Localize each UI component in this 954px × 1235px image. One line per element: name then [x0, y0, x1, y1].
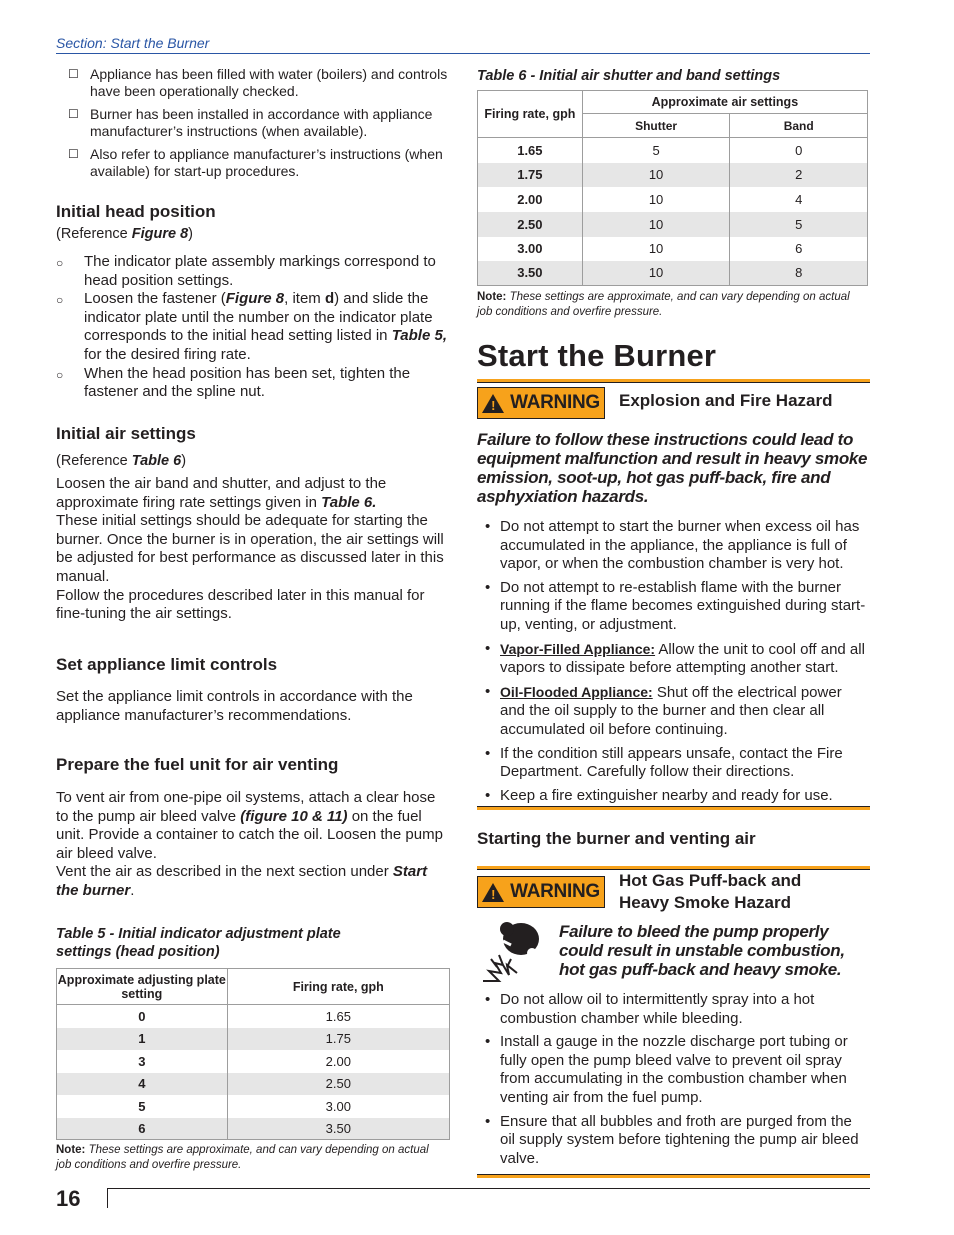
hazard-message: Failure to bleed the pump properly could result in unstable combustion, hot gas puff-back and heavy smoke.: [559, 922, 845, 979]
table6-note: Note: These settings are approximate, and can vary depending on actual job conditions and overfire pressure.: [477, 291, 850, 318]
list-item: • Install a gauge in the nozzle discharge port tubing or fully open the pump bleed valve to prevent oil spray from accumulating in the combustion chamber when venting air from the fuel pump.: [485, 1033, 848, 1106]
page-title: Start the Burner: [477, 338, 717, 373]
table-cell: 5: [582, 138, 730, 163]
table-cell: 2.50: [227, 1073, 449, 1095]
table-cell: 1: [57, 1028, 228, 1050]
hazard-rule: [477, 382, 870, 383]
list-item: • Keep a fire extinguisher nearby and ready for use.: [485, 786, 833, 804]
checklist: [56, 66, 456, 186]
table-cell: 5: [730, 212, 868, 237]
table5-header-rate: Firing rate, gph: [227, 969, 449, 1005]
table-cell: 3: [57, 1050, 228, 1073]
circle-bullet-icon: ○: [56, 367, 64, 382]
list-item: • Oil-Flooded Appliance: Shut off the electrical power and the oil supply to the burner and then clear all accumulated oil before continuing.: [485, 682, 842, 738]
table-cell: 2: [730, 163, 868, 187]
table5-note: Note: These settings are approximate, and can vary depending on actual job conditions and overfire pressure.: [56, 1144, 429, 1171]
footer-rule: [107, 1188, 108, 1208]
hazard-title: Hot Gas Puff-back and Heavy Smoke Hazard: [619, 871, 802, 912]
table-cell: 10: [582, 187, 730, 212]
table-cell: 1.65: [478, 138, 583, 163]
table6-header-band: Band: [730, 114, 868, 138]
fuel-unit-text: To vent air from one-pipe oil systems, attach a clear hose to the pump air bleed valve (figure 10 & 11) on the fuel unit. Provide a container to catch the oil. Loosen the pump air bleed valve. Vent the air as described in the next section under Start the burner.: [56, 789, 443, 899]
air-settings-text: Loosen the air band and shutter, and adjust to the approximate firing rate settings given in Table 6. These initial settings should be adequate for starting the burner. Once the burner is in operation, the air settings will be adjusted for best performance as discussed later in this manual. Follow the procedures described later in this manual for fine-tuning the air settings.: [56, 475, 444, 623]
table-cell: 4: [57, 1073, 228, 1095]
warning-triangle-icon: !: [482, 883, 504, 902]
table-cell: 2.50: [478, 212, 583, 237]
table-cell: 1.75: [478, 163, 583, 187]
limit-controls-text: Set the appliance limit controls in accordance with the appliance manufacturer’s recommendations.: [56, 688, 413, 724]
list-item: • If the condition still appears unsafe, contact the Fire Department. Carefully follow their directions.: [485, 744, 843, 781]
warning-badge: ! WARNING: [477, 387, 605, 419]
checklist-item: ☐ Appliance has been filled with water (boilers) and controls have been operationally checked.: [56, 66, 456, 100]
list-item: • Do not attempt to re-establish flame with the burner running if the flame becomes extinguished during start-up, venting, or adjustment.: [485, 578, 866, 633]
table6: [477, 90, 868, 286]
table-cell: 4: [730, 187, 868, 212]
head-steps: [56, 253, 456, 402]
heading-limit-controls: Set appliance limit controls: [56, 655, 278, 674]
table-cell: 3.50: [227, 1118, 449, 1140]
hazard-rule: [477, 807, 870, 810]
hazard-bullets: [477, 518, 870, 810]
table-cell: 3.00: [478, 237, 583, 261]
table5: [56, 968, 450, 1140]
table-cell: 2.00: [227, 1050, 449, 1073]
table-cell: 10: [582, 261, 730, 286]
puff-back-icon: [477, 915, 549, 987]
heading-initial-head: Initial head position: [56, 202, 216, 221]
table-cell: 1.65: [227, 1005, 449, 1028]
table-cell: 6: [57, 1118, 228, 1140]
table-cell: 10: [582, 212, 730, 237]
table-cell: 6: [730, 237, 868, 261]
footer-rule: [107, 1188, 870, 1189]
hazard-rule: [477, 1175, 870, 1178]
warning-badge: ! WARNING: [477, 876, 605, 908]
checklist-item: ☐ Also refer to appliance manufacturer’s instructions (when available) for start-up procedures.: [56, 146, 456, 180]
table-cell: 0: [730, 138, 868, 163]
list-item: ○ When the head position has been set, tighten the fastener and the spline nut.: [56, 364, 411, 401]
circle-bullet-icon: ○: [56, 293, 64, 308]
table-cell: 2.00: [478, 187, 583, 212]
hazard-title: Explosion and Fire Hazard: [619, 391, 833, 410]
list-item: ○ The indicator plate assembly markings correspond to head position settings.: [56, 253, 436, 289]
checklist-item: ☐ Burner has been installed in accordance with appliance manufacturer’s instructions (when available).: [56, 106, 456, 140]
list-item: • Vapor-Filled Appliance: Allow the unit to cool off and all vapors to dissipate before attempting another start.: [485, 639, 865, 677]
section-label: Section: Start the Burner: [56, 35, 210, 51]
reference-line: (Reference Figure 8): [56, 226, 194, 242]
heading-initial-air: Initial air settings: [56, 424, 196, 443]
table6-header-shutter: Shutter: [582, 114, 730, 138]
list-item: • Ensure that all bubbles and froth are purged from the oil supply system before tightening the pump air bleed valve.: [485, 1112, 859, 1167]
checkbox-icon: ☐: [68, 147, 79, 161]
table-cell: 10: [582, 237, 730, 261]
table-cell: 1.75: [227, 1028, 449, 1050]
table-cell: 3.00: [227, 1095, 449, 1118]
table-cell: 10: [582, 163, 730, 187]
table5-caption: Table 5 - Initial indicator adjustment plate settings (head position): [56, 926, 341, 960]
hazard-message: Failure to follow these instructions could lead to equipment malfunction and result in heavy smoke emission, soot-up, hot gas puff-back, fire and asphyxiation hazards.: [477, 430, 868, 506]
table-cell: 5: [57, 1095, 228, 1118]
table5-header-setting: Approximate adjusting plate setting: [57, 969, 228, 1005]
table-cell: 8: [730, 261, 868, 286]
circle-bullet-icon: ○: [56, 256, 64, 270]
checkbox-icon: ☐: [68, 107, 79, 121]
page-number: 16: [56, 1186, 81, 1211]
list-item: ○ Loosen the fastener (Figure 8, item d) and slide the indicator plate until the number on the indicator plate corresponds to the initial head setting listed in Table 5, for the desired firing rate.: [56, 290, 447, 363]
heading-starting-burner: Starting the burner and venting air: [477, 829, 756, 848]
list-item: • Do not allow oil to intermittently spray into a hot combustion chamber while bleeding.: [485, 991, 815, 1027]
table-cell: 3.50: [478, 261, 583, 286]
warning-triangle-icon: !: [482, 394, 504, 413]
table-cell: 0: [57, 1005, 228, 1028]
table6-header-rate: Firing rate, gph: [478, 91, 583, 138]
table6-caption: Table 6 - Initial air shutter and band settings: [477, 68, 781, 84]
checkbox-icon: ☐: [68, 67, 79, 81]
list-item: • Do not attempt to start the burner when excess oil has accumulated in the appliance, the appliance is full of vapor, or when the combustion chamber is very hot.: [485, 518, 860, 573]
hazard-bullets: [477, 991, 870, 1173]
table6-header-group: Approximate air settings: [582, 91, 867, 114]
header-rule: [56, 53, 870, 54]
heading-fuel-unit: Prepare the fuel unit for air venting: [56, 755, 339, 774]
reference-line: (Reference Table 6): [56, 453, 187, 469]
